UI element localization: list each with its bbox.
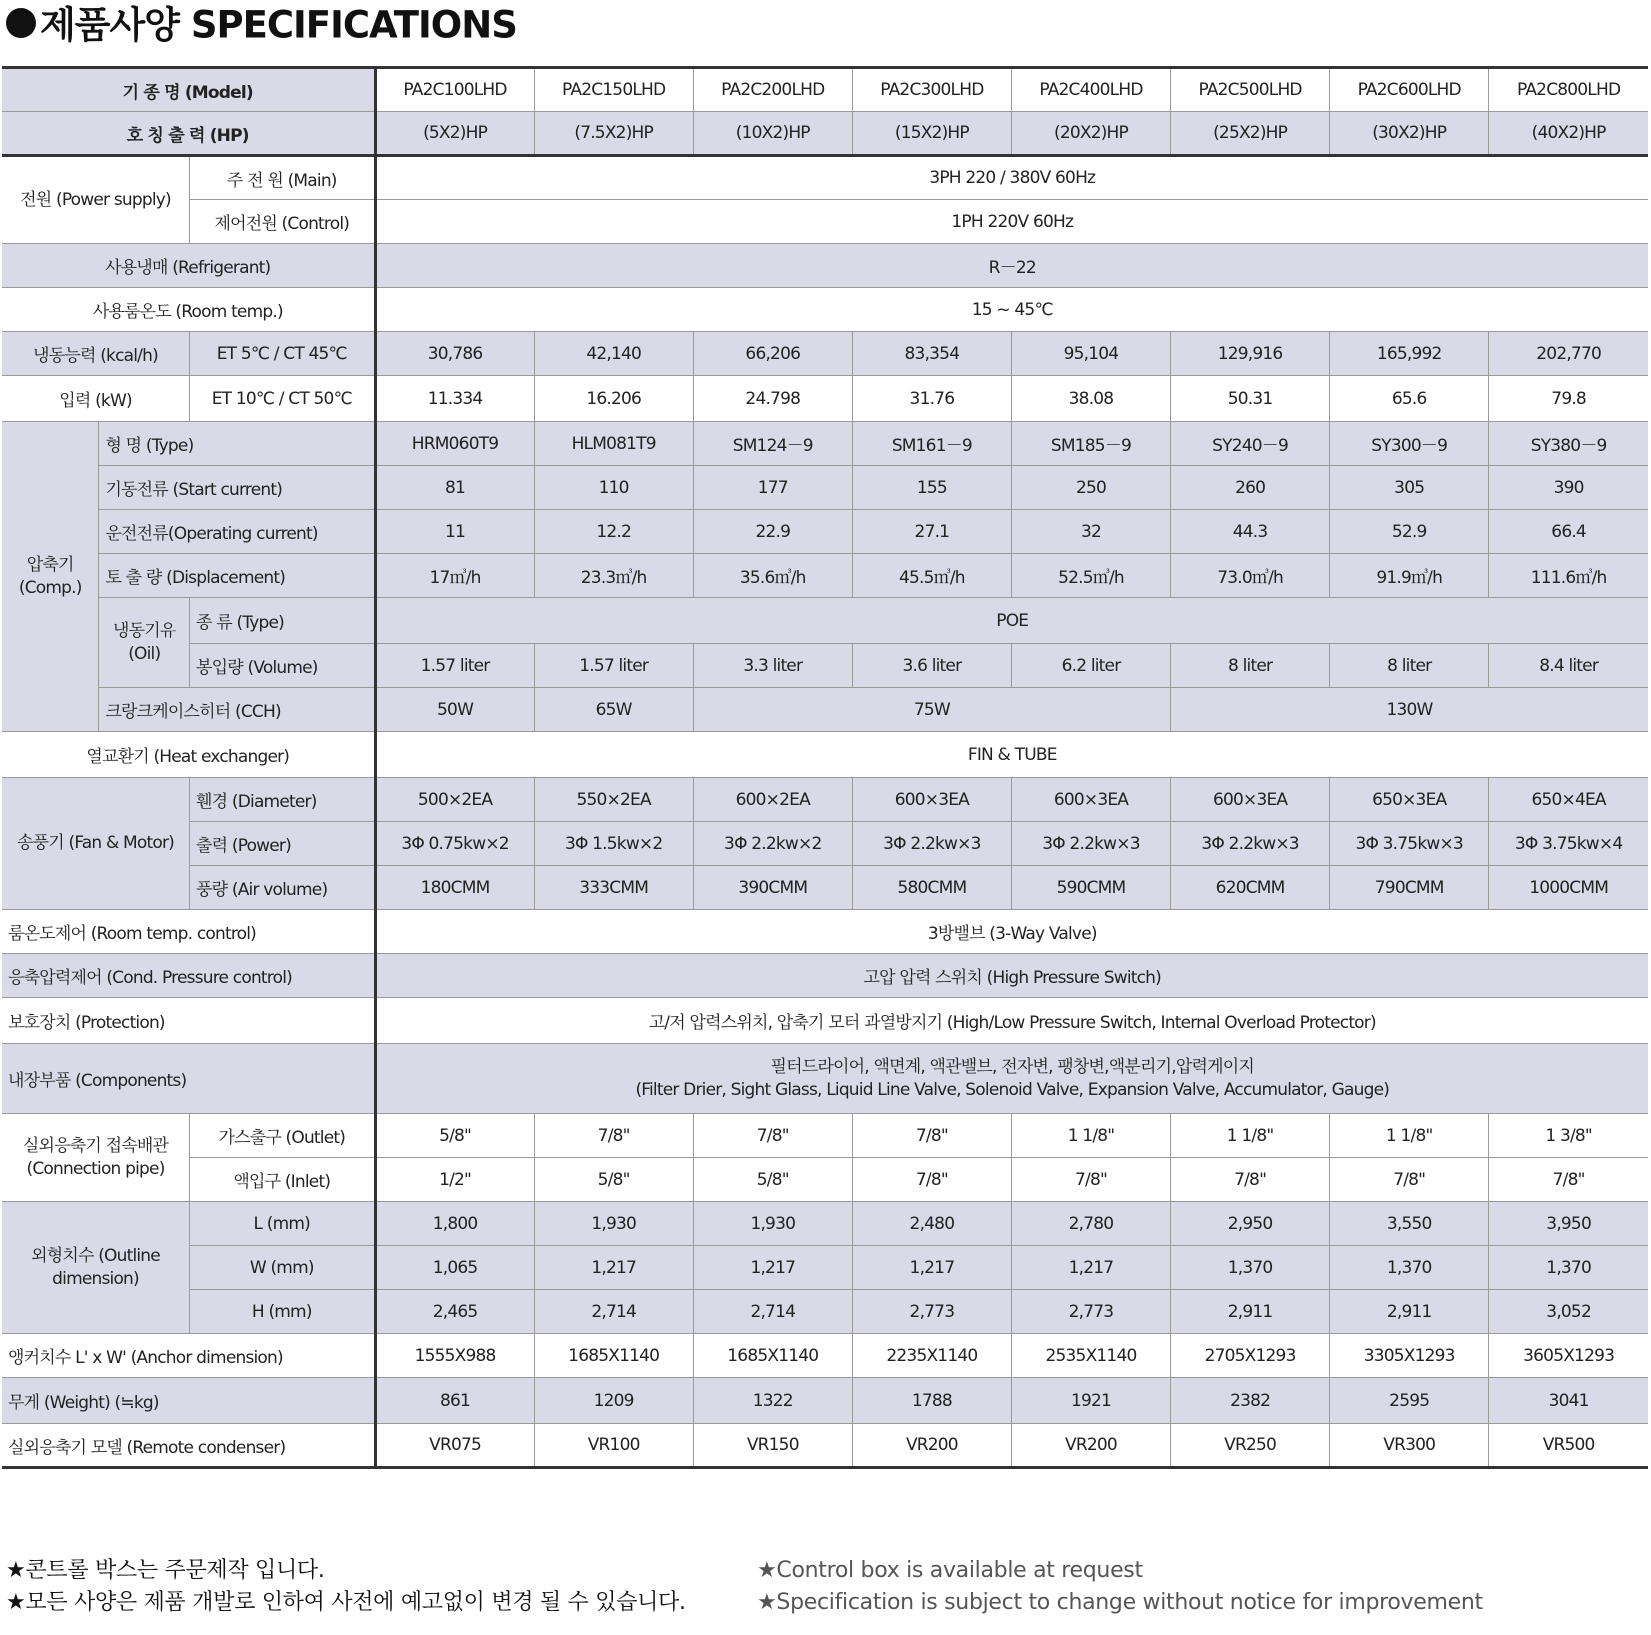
anchor-cell: 3605X1293 <box>1489 1334 1648 1378</box>
note-line: ★콘트롤 박스는 주문제작 입니다. <box>6 1558 325 1583</box>
fan-power-cell: 3Φ 2.2kw×3 <box>852 822 1011 866</box>
outline-w-cell: 1,217 <box>534 1246 693 1290</box>
fan-diameter-cell: 600×3EA <box>852 778 1011 822</box>
outline-w-row <box>2 1246 1648 1290</box>
oil-type-label: 종 류 (Type) <box>190 598 375 644</box>
fan-diameter-label: 휀경 (Diameter) <box>190 778 375 822</box>
power-main-value: 3PH 220 / 380V 60Hz <box>375 156 1648 200</box>
start-current-row <box>2 466 1648 510</box>
outline-h-label: H (mm) <box>190 1290 375 1334</box>
components-value <box>375 1044 1648 1114</box>
weight-cell: 1921 <box>1011 1378 1170 1424</box>
outline-h-cell: 3,052 <box>1489 1290 1648 1334</box>
protection-value: 고/저 압력스위치, 압축기 모터 과열방지기 (High/Low Pressure Switch, Internal Overload Protector) <box>375 998 1648 1044</box>
fan-diameter-cell: 500×2EA <box>375 778 534 822</box>
fan-diameter-cell: 550×2EA <box>534 778 693 822</box>
fan-air-volume-cell: 620CMM <box>1171 866 1330 910</box>
model-cell: PA2C200LHD <box>693 68 852 112</box>
fan-power-cell: 3Φ 2.2kw×2 <box>693 822 852 866</box>
outline-l-row <box>2 1202 1648 1246</box>
start-current-cell: 305 <box>1330 466 1489 510</box>
fan-air-volume-cell: 180CMM <box>375 866 534 910</box>
comp-type-cell: HRM060T9 <box>375 422 534 466</box>
outline-l-cell: 3,550 <box>1330 1202 1489 1246</box>
hp-cell: (7.5X2)HP <box>534 112 693 156</box>
comp-type-row <box>2 422 1648 466</box>
model-label: 기 종 명 (Model) <box>2 68 375 112</box>
protection-row <box>2 998 1648 1044</box>
fan-power-label: 출력 (Power) <box>190 822 375 866</box>
room-temp-row <box>2 288 1648 332</box>
operating-current-cell: 52.9 <box>1330 510 1489 554</box>
input-cell: 50.31 <box>1171 376 1330 422</box>
outline-h-cell: 2,714 <box>534 1290 693 1334</box>
protection-label: 보호장치 (Protection) <box>2 998 375 1044</box>
connection-outlet-cell: 1 1/8" <box>1011 1114 1170 1158</box>
capacity-cell: 42,140 <box>534 332 693 376</box>
components-row <box>2 1044 1648 1114</box>
input-cell: 16.206 <box>534 376 693 422</box>
power-main-row <box>2 156 1648 200</box>
cond-pressure-row <box>2 954 1648 998</box>
hp-cell: (15X2)HP <box>852 112 1011 156</box>
capacity-cell: 202,770 <box>1489 332 1648 376</box>
fan-power-cell: 3Φ 2.2kw×3 <box>1011 822 1170 866</box>
fan-air-volume-cell: 390CMM <box>693 866 852 910</box>
displacement-cell: 23.3㎥/h <box>534 554 693 598</box>
input-cell: 24.798 <box>693 376 852 422</box>
outline-l-cell: 2,950 <box>1171 1202 1330 1246</box>
connection-inlet-cell: 7/8" <box>1011 1158 1170 1202</box>
oil-type-row <box>2 598 1648 644</box>
connection-inlet-cell: 7/8" <box>1171 1158 1330 1202</box>
operating-current-cell: 32 <box>1011 510 1170 554</box>
model-cell: PA2C400LHD <box>1011 68 1170 112</box>
heat-exchanger-row <box>2 732 1648 778</box>
fan-diameter-cell: 650×3EA <box>1330 778 1489 822</box>
oil-volume-cell: 3.3 liter <box>693 644 852 688</box>
remote-condenser-cell: VR100 <box>534 1424 693 1468</box>
power-control-row <box>2 200 1648 244</box>
oil-type-value: POE <box>375 598 1648 644</box>
anchor-cell: 1685X1140 <box>693 1334 852 1378</box>
operating-current-row <box>2 510 1648 554</box>
power-supply-label: 전원 (Power supply) <box>2 156 190 244</box>
model-cell: PA2C150LHD <box>534 68 693 112</box>
anchor-cell: 2235X1140 <box>852 1334 1011 1378</box>
model-cell: PA2C100LHD <box>375 68 534 112</box>
components-value-kr: 필터드라이어, 액면계, 액관밸브, 전자변, 팽창변,액분리기,압력게이지 <box>770 1056 1254 1077</box>
outline-w-cell: 1,370 <box>1489 1246 1648 1290</box>
outline-w-label: W (mm) <box>190 1246 375 1290</box>
cch-row <box>2 688 1648 732</box>
oil-volume-cell: 1.57 liter <box>375 644 534 688</box>
refrigerant-value: R－22 <box>375 244 1648 288</box>
note-line: ★Specification is subject to change without notice for improvement <box>757 1590 1483 1615</box>
displacement-cell: 91.9㎥/h <box>1330 554 1489 598</box>
hp-cell: (10X2)HP <box>693 112 852 156</box>
weight-cell: 1209 <box>534 1378 693 1424</box>
compressor-label: 압축기 (Comp.) <box>2 422 99 732</box>
outline-w-cell: 1,065 <box>375 1246 534 1290</box>
remote-condenser-cell: VR500 <box>1489 1424 1648 1468</box>
fan-label: 송풍기 (Fan & Motor) <box>2 778 190 910</box>
remote-condenser-cell: VR250 <box>1171 1424 1330 1468</box>
oil-volume-label: 봉입량 (Volume) <box>190 644 375 688</box>
cch-cell: 130W <box>1171 688 1648 732</box>
outline-h-cell: 2,714 <box>693 1290 852 1334</box>
outline-w-cell: 1,217 <box>1011 1246 1170 1290</box>
notes-korean <box>6 1555 686 1619</box>
heat-exchanger-label: 열교환기 (Heat exchanger) <box>2 732 375 778</box>
capacity-cell: 95,104 <box>1011 332 1170 376</box>
outline-l-cell: 1,930 <box>693 1202 852 1246</box>
fan-air-volume-label: 풍량 (Air volume) <box>190 866 375 910</box>
capacity-cell: 165,992 <box>1330 332 1489 376</box>
components-value-en: (Filter Drier, Sight Glass, Liquid Line Valve, Solenoid Valve, Expansion Valve, Accumulator, Gauge) <box>635 1079 1390 1100</box>
input-label: 입력 (kW) <box>2 376 190 422</box>
fan-air-volume-cell: 580CMM <box>852 866 1011 910</box>
power-control-value: 1PH 220V 60Hz <box>375 200 1648 244</box>
operating-current-cell: 11 <box>375 510 534 554</box>
connection-inlet-cell: 1/2" <box>375 1158 534 1202</box>
input-cell: 65.6 <box>1330 376 1489 422</box>
room-temp-control-label: 룸온도제어 (Room temp. control) <box>2 910 375 954</box>
weight-row <box>2 1378 1648 1424</box>
connection-outlet-cell: 5/8" <box>375 1114 534 1158</box>
bullet-icon <box>6 8 36 38</box>
hp-cell: (20X2)HP <box>1011 112 1170 156</box>
oil-volume-cell: 8 liter <box>1171 644 1330 688</box>
cond-pressure-label: 응축압력제어 (Cond. Pressure control) <box>2 954 375 998</box>
outline-w-cell: 1,370 <box>1330 1246 1489 1290</box>
model-cell: PA2C500LHD <box>1171 68 1330 112</box>
cond-pressure-value: 고압 압력 스위치 (High Pressure Switch) <box>375 954 1648 998</box>
connection-outlet-row <box>2 1114 1648 1158</box>
oil-volume-cell: 3.6 liter <box>852 644 1011 688</box>
anchor-label: 앵커치수 L' x W' (Anchor dimension) <box>2 1334 375 1378</box>
notes-english <box>757 1555 1483 1619</box>
start-current-cell: 250 <box>1011 466 1170 510</box>
capacity-cell: 30,786 <box>375 332 534 376</box>
outline-w-cell: 1,217 <box>693 1246 852 1290</box>
room-temp-label: 사용룸온도 (Room temp.) <box>2 288 375 332</box>
anchor-cell: 2535X1140 <box>1011 1334 1170 1378</box>
displacement-label: 토 출 량 (Displacement) <box>99 554 375 598</box>
displacement-cell: 111.6㎥/h <box>1489 554 1648 598</box>
outline-l-cell: 1,800 <box>375 1202 534 1246</box>
displacement-cell: 17㎥/h <box>375 554 534 598</box>
connection-inlet-cell: 5/8" <box>693 1158 852 1202</box>
cch-cell: 65W <box>534 688 693 732</box>
oil-label: 냉동기유 (Oil) <box>99 598 190 688</box>
comp-type-cell: SM124－9 <box>693 422 852 466</box>
oil-volume-cell: 1.57 liter <box>534 644 693 688</box>
weight-cell: 2595 <box>1330 1378 1489 1424</box>
fan-power-cell: 3Φ 1.5kw×2 <box>534 822 693 866</box>
power-main-label: 주 전 원 (Main) <box>190 156 375 200</box>
connection-outlet-cell: 1 3/8" <box>1489 1114 1648 1158</box>
room-temp-control-value: 3방밸브 (3-Way Valve) <box>375 910 1648 954</box>
capacity-row <box>2 332 1648 376</box>
capacity-cell: 66,206 <box>693 332 852 376</box>
outline-l-cell: 2,780 <box>1011 1202 1170 1246</box>
input-cell: 31.76 <box>852 376 1011 422</box>
oil-volume-cell: 8 liter <box>1330 644 1489 688</box>
model-row <box>2 68 1648 112</box>
capacity-cell: 129,916 <box>1171 332 1330 376</box>
outline-h-cell: 2,773 <box>1011 1290 1170 1334</box>
connection-inlet-cell: 7/8" <box>1489 1158 1648 1202</box>
connection-outlet-cell: 7/8" <box>852 1114 1011 1158</box>
capacity-cell: 83,354 <box>852 332 1011 376</box>
outline-l-cell: 3,950 <box>1489 1202 1648 1246</box>
operating-current-cell: 12.2 <box>534 510 693 554</box>
model-cell: PA2C800LHD <box>1489 68 1648 112</box>
fan-diameter-cell: 600×2EA <box>693 778 852 822</box>
note-line: ★모든 사양은 제품 개발로 인하여 사전에 예고없이 변경 될 수 있습니다. <box>6 1590 686 1615</box>
input-cell: 11.334 <box>375 376 534 422</box>
operating-current-cell: 22.9 <box>693 510 852 554</box>
capacity-label: 냉동능력 (kcal/h) <box>2 332 190 376</box>
anchor-row <box>2 1334 1648 1378</box>
specifications-table <box>2 66 1648 1469</box>
fan-air-volume-cell: 590CMM <box>1011 866 1170 910</box>
fan-air-volume-cell: 1000CMM <box>1489 866 1648 910</box>
input-cell: 79.8 <box>1489 376 1648 422</box>
outline-l-label: L (mm) <box>190 1202 375 1246</box>
fan-power-cell: 3Φ 3.75kw×3 <box>1330 822 1489 866</box>
operating-current-cell: 44.3 <box>1171 510 1330 554</box>
model-cell: PA2C600LHD <box>1330 68 1489 112</box>
outline-h-cell: 2,911 <box>1171 1290 1330 1334</box>
start-current-cell: 390 <box>1489 466 1648 510</box>
weight-cell: 2382 <box>1171 1378 1330 1424</box>
operating-current-cell: 66.4 <box>1489 510 1648 554</box>
hp-cell: (5X2)HP <box>375 112 534 156</box>
weight-label: 무게 (Weight) (≒kg) <box>2 1378 375 1424</box>
comp-type-cell: SY300－9 <box>1330 422 1489 466</box>
hp-row <box>2 112 1648 156</box>
displacement-cell: 35.6㎥/h <box>693 554 852 598</box>
fan-power-row <box>2 822 1648 866</box>
connection-inlet-row <box>2 1158 1648 1202</box>
start-current-cell: 110 <box>534 466 693 510</box>
hp-cell: (30X2)HP <box>1330 112 1489 156</box>
hp-cell: (40X2)HP <box>1489 112 1648 156</box>
start-current-cell: 81 <box>375 466 534 510</box>
weight-cell: 1322 <box>693 1378 852 1424</box>
start-current-label: 기동전류 (Start current) <box>99 466 375 510</box>
displacement-row <box>2 554 1648 598</box>
oil-volume-cell: 6.2 liter <box>1011 644 1170 688</box>
start-current-cell: 260 <box>1171 466 1330 510</box>
anchor-cell: 2705X1293 <box>1171 1334 1330 1378</box>
heat-exchanger-value: FIN & TUBE <box>375 732 1648 778</box>
outline-w-cell: 1,370 <box>1171 1246 1330 1290</box>
cch-cell: 75W <box>693 688 1170 732</box>
note-line: ★Control box is available at request <box>757 1558 1143 1583</box>
remote-condenser-cell: VR300 <box>1330 1424 1489 1468</box>
fan-air-volume-row <box>2 866 1648 910</box>
comp-type-cell: SM185－9 <box>1011 422 1170 466</box>
fan-air-volume-cell: 333CMM <box>534 866 693 910</box>
displacement-cell: 52.5㎥/h <box>1011 554 1170 598</box>
remote-condenser-cell: VR075 <box>375 1424 534 1468</box>
connection-pipe-label: 실외응축기 접속배관 (Connection pipe) <box>2 1114 190 1202</box>
comp-type-cell: HLM081T9 <box>534 422 693 466</box>
connection-inlet-label: 액입구 (Inlet) <box>190 1158 375 1202</box>
weight-cell: 3041 <box>1489 1378 1648 1424</box>
room-temp-value: 15 ~ 45℃ <box>375 288 1648 332</box>
connection-inlet-cell: 5/8" <box>534 1158 693 1202</box>
hp-label: 호 칭 출 력 (HP) <box>2 112 375 156</box>
comp-type-cell: SY240－9 <box>1171 422 1330 466</box>
comp-type-label: 형 명 (Type) <box>99 422 375 466</box>
input-row <box>2 376 1648 422</box>
start-current-cell: 177 <box>693 466 852 510</box>
remote-condenser-cell: VR150 <box>693 1424 852 1468</box>
fan-diameter-cell: 600×3EA <box>1171 778 1330 822</box>
cch-label: 크랑크케이스히터 (CCH) <box>99 688 375 732</box>
fan-air-volume-cell: 790CMM <box>1330 866 1489 910</box>
outline-h-cell: 2,773 <box>852 1290 1011 1334</box>
anchor-cell: 1555X988 <box>375 1334 534 1378</box>
outline-h-cell: 2,911 <box>1330 1290 1489 1334</box>
weight-cell: 1788 <box>852 1378 1011 1424</box>
oil-volume-row <box>2 644 1648 688</box>
fan-diameter-cell: 600×3EA <box>1011 778 1170 822</box>
connection-outlet-label: 가스출구 (Outlet) <box>190 1114 375 1158</box>
hp-cell: (25X2)HP <box>1171 112 1330 156</box>
outline-h-cell: 2,465 <box>375 1290 534 1334</box>
comp-type-cell: SM161－9 <box>852 422 1011 466</box>
oil-volume-cell: 8.4 liter <box>1489 644 1648 688</box>
anchor-cell: 1685X1140 <box>534 1334 693 1378</box>
model-cell: PA2C300LHD <box>852 68 1011 112</box>
refrigerant-row <box>2 244 1648 288</box>
fan-power-cell: 3Φ 3.75kw×4 <box>1489 822 1648 866</box>
connection-inlet-cell: 7/8" <box>852 1158 1011 1202</box>
fan-diameter-cell: 650×4EA <box>1489 778 1648 822</box>
remote-condenser-cell: VR200 <box>1011 1424 1170 1468</box>
page-title <box>6 0 517 48</box>
capacity-condition: ET 5℃ / CT 45℃ <box>190 332 375 376</box>
remote-condenser-row <box>2 1424 1648 1468</box>
power-control-label: 제어전원 (Control) <box>190 200 375 244</box>
fan-diameter-row <box>2 778 1648 822</box>
outline-l-cell: 1,930 <box>534 1202 693 1246</box>
outline-l-cell: 2,480 <box>852 1202 1011 1246</box>
fan-power-cell: 3Φ 2.2kw×3 <box>1171 822 1330 866</box>
connection-outlet-cell: 1 1/8" <box>1330 1114 1489 1158</box>
cch-cell: 50W <box>375 688 534 732</box>
displacement-cell: 73.0㎥/h <box>1171 554 1330 598</box>
connection-inlet-cell: 7/8" <box>1330 1158 1489 1202</box>
outline-dimension-label: 외형치수 (Outline dimension) <box>2 1202 190 1334</box>
connection-outlet-cell: 7/8" <box>534 1114 693 1158</box>
comp-type-cell: SY380－9 <box>1489 422 1648 466</box>
anchor-cell: 3305X1293 <box>1330 1334 1489 1378</box>
room-temp-control-row <box>2 910 1648 954</box>
start-current-cell: 155 <box>852 466 1011 510</box>
operating-current-label: 운전전류(Operating current) <box>99 510 375 554</box>
outline-w-cell: 1,217 <box>852 1246 1011 1290</box>
input-condition: ET 10℃ / CT 50℃ <box>190 376 375 422</box>
components-label: 내장부품 (Components) <box>2 1044 375 1114</box>
outline-h-row <box>2 1290 1648 1334</box>
displacement-cell: 45.5㎥/h <box>852 554 1011 598</box>
connection-outlet-cell: 1 1/8" <box>1171 1114 1330 1158</box>
refrigerant-label: 사용냉매 (Refrigerant) <box>2 244 375 288</box>
page-title-text: 제품사양 SPECIFICATIONS <box>40 3 517 47</box>
weight-cell: 861 <box>375 1378 534 1424</box>
connection-outlet-cell: 7/8" <box>693 1114 852 1158</box>
input-cell: 38.08 <box>1011 376 1170 422</box>
remote-condenser-cell: VR200 <box>852 1424 1011 1468</box>
operating-current-cell: 27.1 <box>852 510 1011 554</box>
fan-power-cell: 3Φ 0.75kw×2 <box>375 822 534 866</box>
remote-condenser-label: 실외응축기 모델 (Remote condenser) <box>2 1424 375 1468</box>
